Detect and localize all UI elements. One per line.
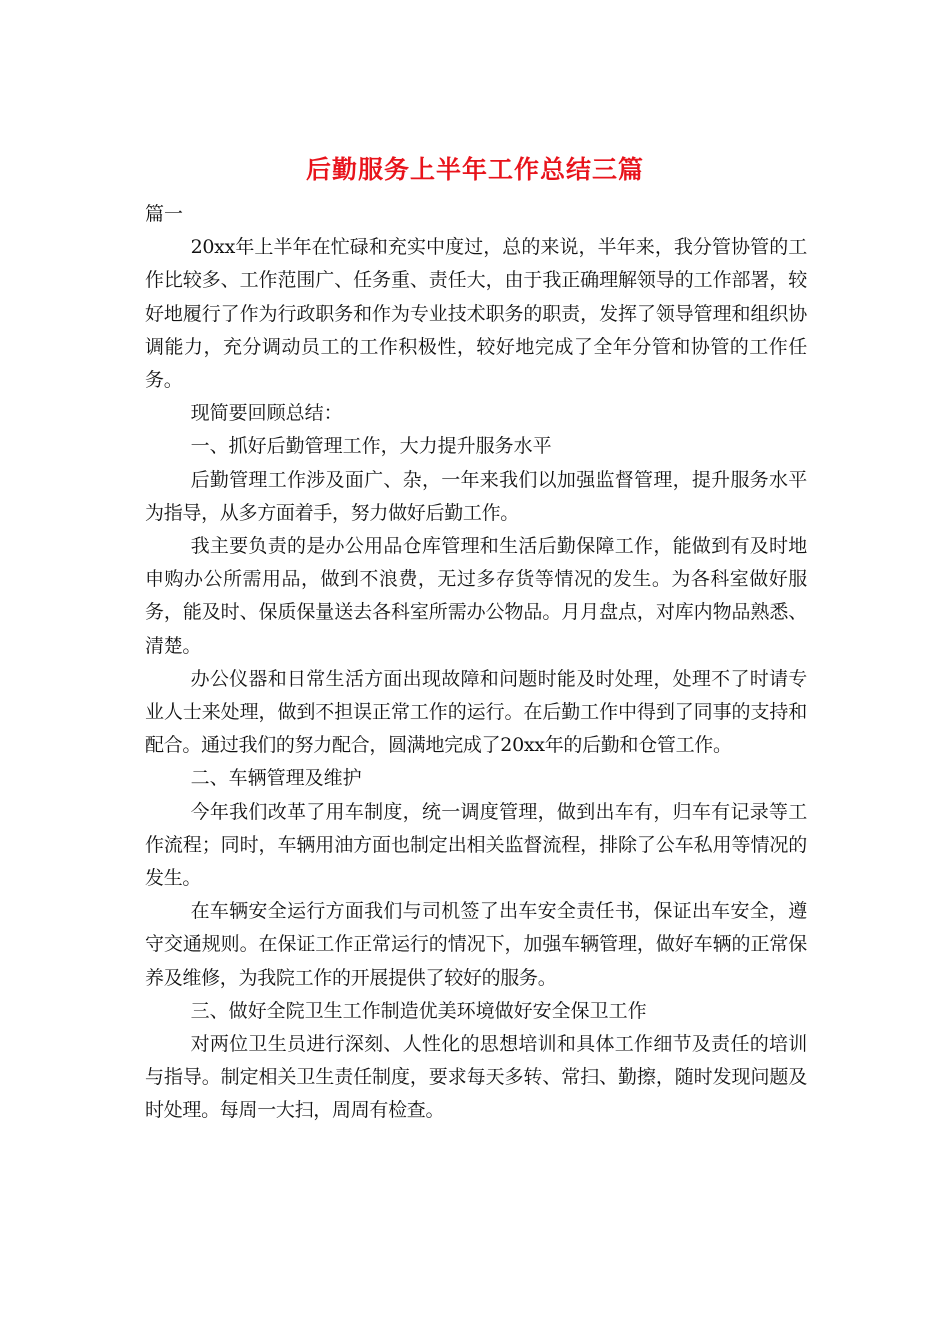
paragraph: 20xx年上半年在忙碌和充实中度过，总的来说，半年来，我分管协管的工作比较多、工作范围广、任务重、责任大，由于我正确理解领导的工作部署，较好地履行了作为行政职务和作为专业技术职务的职责，发挥了领导管理和组织协调能力，充分调动员工的工作积极性，较好地完成了全年分管和协管的工作任务。 [145, 236, 807, 392]
document-body [145, 198, 807, 1128]
paragraph: 后勤管理工作涉及面广、杂，一年来我们以加强监督管理，提升服务水平为指导，从多方面着手，努力做好后勤工作。 [145, 468, 807, 524]
section-label: 篇一 [145, 203, 184, 225]
paragraph: 对两位卫生员进行深刻、人性化的思想培训和具体工作细节及责任的培训与指导。制定相关卫生责任制度，要求每天多转、常扫、勤擦，随时发现问题及时处理。每周一大扫，周周有检查。 [145, 1033, 807, 1122]
paragraph: 办公仪器和日常生活方面出现故障和问题时能及时处理，处理不了时请专业人士来处理，做到不担误正常工作的运行。在后勤工作中得到了同事的支持和配合。通过我们的努力配合，圆满地完成了20xx年的后勤和仓管工作。 [145, 667, 807, 757]
paragraph: 今年我们改革了用车制度，统一调度管理，做到出车有，归车有记录等工作流程；同时，车辆用油方面也制定出相关监督流程，排除了公车私用等情况的发生。 [145, 800, 807, 890]
paragraph: 在车辆安全运行方面我们与司机签了出车安全责任书，保证出车安全，遵守交通规则。在保证工作正常运行的情况下，加强车辆管理，做好车辆的正常保养及维修，为我院工作的开展提供了较好的服务。 [145, 900, 807, 989]
section-heading: 三、做好全院卫生工作制造优美环境做好安全保卫工作 [190, 999, 647, 1022]
paragraph: 现简要回顾总结： [190, 402, 343, 425]
document-title: 后勤服务上半年工作总结三篇 [305, 155, 644, 184]
section-heading: 一、抓好后勤管理工作，大力提升服务水平 [190, 435, 552, 458]
section-heading: 二、车辆管理及维护 [190, 767, 362, 790]
paragraph: 我主要负责的是办公用品仓库管理和生活后勤保障工作，能做到有及时地申购办公所需用品，做到不浪费，无过多存货等情况的发生。为各科室做好服务，能及时、保质保量送去各科室所需办公物品。月月盘点，对库内物品熟悉、清楚。 [145, 535, 807, 657]
